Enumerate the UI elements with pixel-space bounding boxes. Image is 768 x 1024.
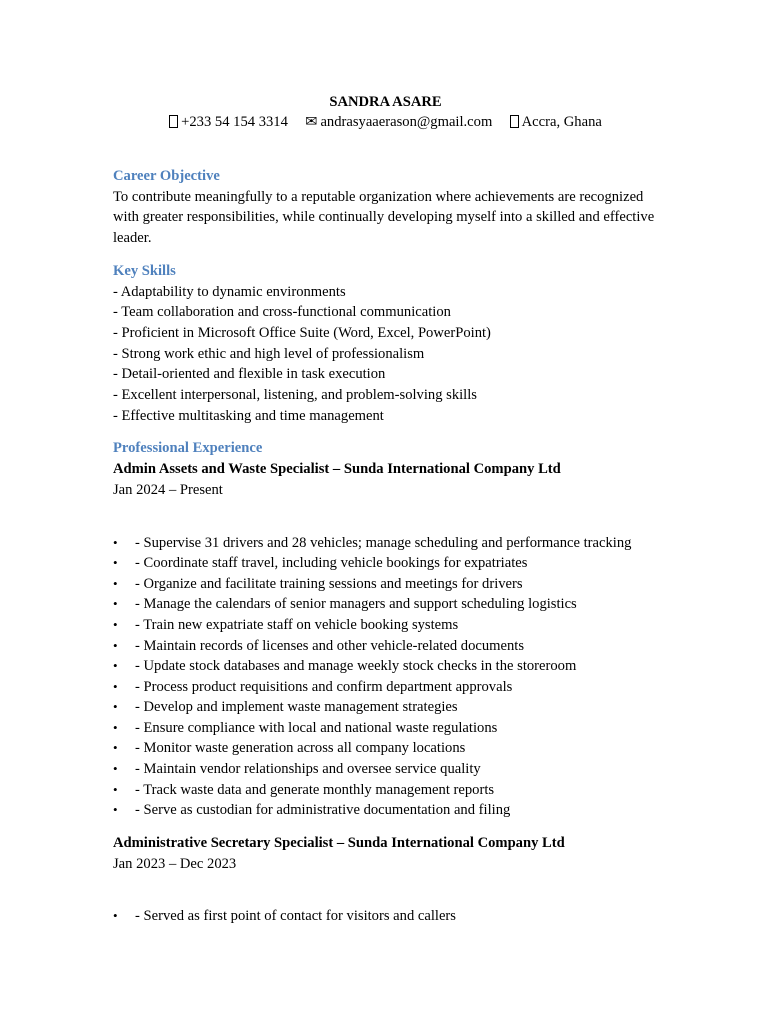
skill-item: - Team collaboration and cross-functional communication — [113, 304, 451, 321]
job-entry — [113, 833, 658, 927]
phone-icon — [169, 115, 178, 128]
candidate-name: SANDRA ASARE — [329, 94, 442, 110]
duty-text: - Serve as custodian for administrative documentation and filing — [135, 802, 511, 819]
bullet-icon: • — [113, 555, 118, 571]
duty-text: - Process product requisitions and confirm department approvals — [135, 678, 513, 695]
duty-text: - Coordinate staff travel, including vehicle bookings for expatriates — [135, 555, 528, 572]
duty-text: - Develop and implement waste management strategies — [135, 699, 458, 716]
contact-line — [113, 112, 658, 132]
list-item — [113, 533, 658, 554]
bullet-icon: • — [113, 616, 118, 632]
job-title: Admin Assets and Waste Specialist – Sunda International Company Ltd — [113, 461, 561, 478]
list-item — [113, 718, 658, 739]
job-duties-list — [113, 906, 658, 927]
bullet-icon: • — [113, 781, 118, 797]
career-objective-text: To contribute meaningfully to a reputable organization where achievements are recognized with greater responsibilities, while continually developing myself into a skilled and effective leader. — [113, 188, 655, 247]
email-address: andrasyaaerason@gmail.com — [320, 114, 493, 130]
email-icon: ✉ — [305, 114, 318, 130]
job-dates: Jan 2024 – Present — [113, 481, 223, 498]
skills-list — [113, 282, 658, 427]
bullet-icon: • — [113, 534, 118, 550]
list-item — [113, 553, 658, 574]
job-title: Administrative Secretary Specialist – Sunda International Company Ltd — [113, 834, 565, 851]
list-item — [113, 800, 658, 821]
resume-page — [113, 92, 658, 927]
duty-text: - Train new expatriate staff on vehicle booking systems — [135, 616, 459, 633]
duty-text: - Served as first point of contact for visitors and callers — [135, 908, 456, 925]
section-title-professional-experience: Professional Experience — [113, 440, 263, 457]
duty-text: - Supervise 31 drivers and 28 vehicles; manage scheduling and performance tracking — [135, 534, 632, 551]
list-item — [113, 656, 658, 677]
job-dates: Jan 2023 – Dec 2023 — [113, 855, 237, 872]
bullet-icon: • — [113, 719, 118, 735]
list-item — [113, 697, 658, 718]
section-title-career-objective: Career Objective — [113, 168, 220, 184]
bullet-icon: • — [113, 596, 118, 612]
bullet-icon: • — [113, 678, 118, 694]
location-icon — [510, 115, 519, 128]
job-duties-list — [113, 533, 658, 821]
section-title-key-skills: Key Skills — [113, 262, 176, 279]
bullet-icon: • — [113, 740, 118, 756]
skill-item: - Detail-oriented and flexible in task execution — [113, 366, 386, 383]
list-item — [113, 636, 658, 657]
duty-text: - Organize and facilitate training sessions and meetings for drivers — [135, 575, 523, 592]
skill-item: - Proficient in Microsoft Office Suite (Word, Excel, PowerPoint) — [113, 324, 491, 341]
duty-text: - Monitor waste generation across all company locations — [135, 740, 466, 757]
list-item — [113, 759, 658, 780]
phone-number: +233 54 154 3314 — [181, 114, 288, 130]
skill-item: - Strong work ethic and high level of professionalism — [113, 345, 425, 362]
list-item — [113, 780, 658, 801]
duty-text: - Update stock databases and manage weekly stock checks in the storeroom — [135, 658, 577, 675]
list-item — [113, 574, 658, 595]
bullet-icon: • — [113, 699, 118, 715]
skill-item: - Effective multitasking and time management — [113, 407, 384, 424]
bullet-icon: • — [113, 658, 118, 674]
list-item — [113, 594, 658, 615]
skill-item: - Adaptability to dynamic environments — [113, 283, 346, 300]
list-item — [113, 906, 658, 927]
bullet-icon: • — [113, 908, 118, 924]
bullet-icon: • — [113, 575, 118, 591]
bullet-icon: • — [113, 761, 118, 777]
duty-text: - Track waste data and generate monthly management reports — [135, 781, 495, 798]
duty-text: - Ensure compliance with local and national waste regulations — [135, 719, 498, 736]
skill-item: - Excellent interpersonal, listening, and problem-solving skills — [113, 387, 477, 404]
location-text: Accra, Ghana — [521, 114, 602, 130]
duty-text: - Maintain vendor relationships and oversee service quality — [135, 761, 481, 778]
job-entry — [113, 459, 658, 821]
duty-text: - Manage the calendars of senior managers and support scheduling logistics — [135, 596, 577, 613]
list-item — [113, 738, 658, 759]
bullet-icon: • — [113, 802, 118, 818]
duty-text: - Maintain records of licenses and other vehicle-related documents — [135, 637, 525, 654]
list-item — [113, 677, 658, 698]
list-item — [113, 615, 658, 636]
bullet-icon: • — [113, 637, 118, 653]
